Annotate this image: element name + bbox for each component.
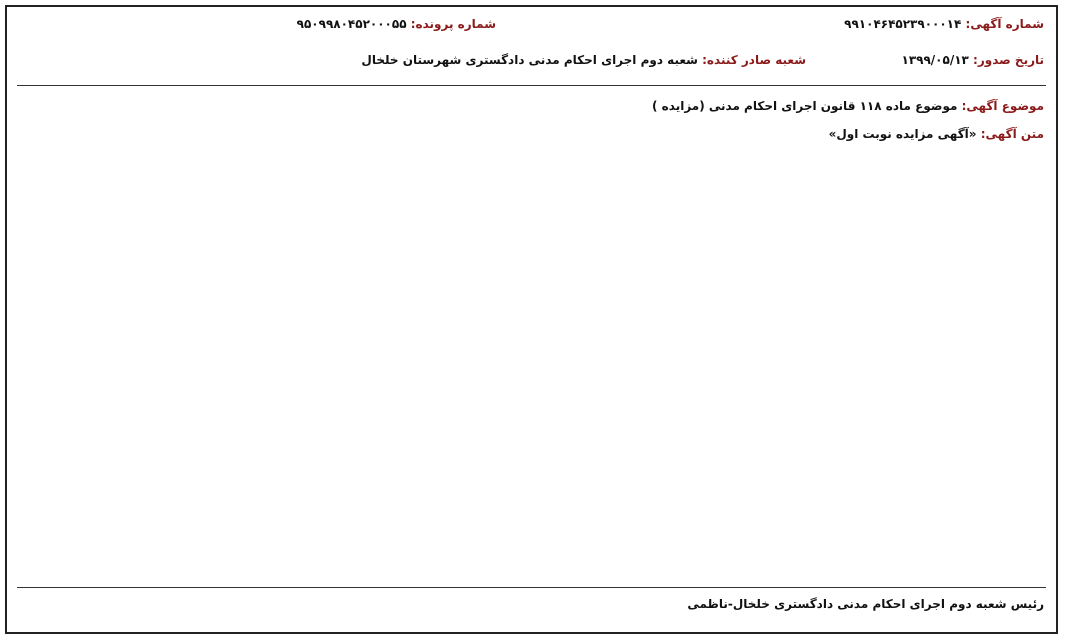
issuer-label: شعبه صادر کننده: — [702, 53, 806, 67]
notice-number-value: ۹۹۱۰۴۶۴۵۲۳۹۰۰۰۱۴ — [844, 17, 962, 31]
notice-number-label: شماره آگهی: — [965, 17, 1044, 31]
issuer-value: شعبه دوم اجرای احکام مدنی دادگستری شهرستان خلخال — [361, 53, 698, 67]
subject — [652, 99, 1044, 113]
footer-divider — [17, 587, 1046, 588]
notice-page — [5, 5, 1058, 634]
text-heading-label: متن آگهی: — [980, 127, 1044, 141]
issue-date — [902, 53, 1045, 67]
case-number-label: شماره پرونده: — [410, 17, 496, 31]
subject-value: موضوع ماده ۱۱۸ قانون اجرای احکام مدنی (مزایده ) — [652, 99, 958, 113]
text-heading-value: «آگهی مزایده نوبت اول» — [828, 127, 977, 141]
notice-body — [19, 157, 1044, 577]
notice-number — [844, 17, 1044, 31]
issue-date-label: تاریخ صدور: — [973, 53, 1044, 67]
case-number — [297, 17, 496, 31]
text-heading — [829, 127, 1044, 141]
subject-label: موضوع آگهی: — [961, 99, 1044, 113]
issuer — [361, 53, 806, 67]
case-number-value: ۹۵۰۹۹۸۰۴۵۲۰۰۰۵۵ — [296, 17, 407, 31]
signature-line: رئیس شعبه دوم اجرای احکام مدنی دادگستری خلخال-ناظمی — [687, 597, 1044, 611]
issue-date-value: ۱۳۹۹/۰۵/۱۳ — [901, 53, 969, 67]
header-divider — [17, 85, 1046, 86]
